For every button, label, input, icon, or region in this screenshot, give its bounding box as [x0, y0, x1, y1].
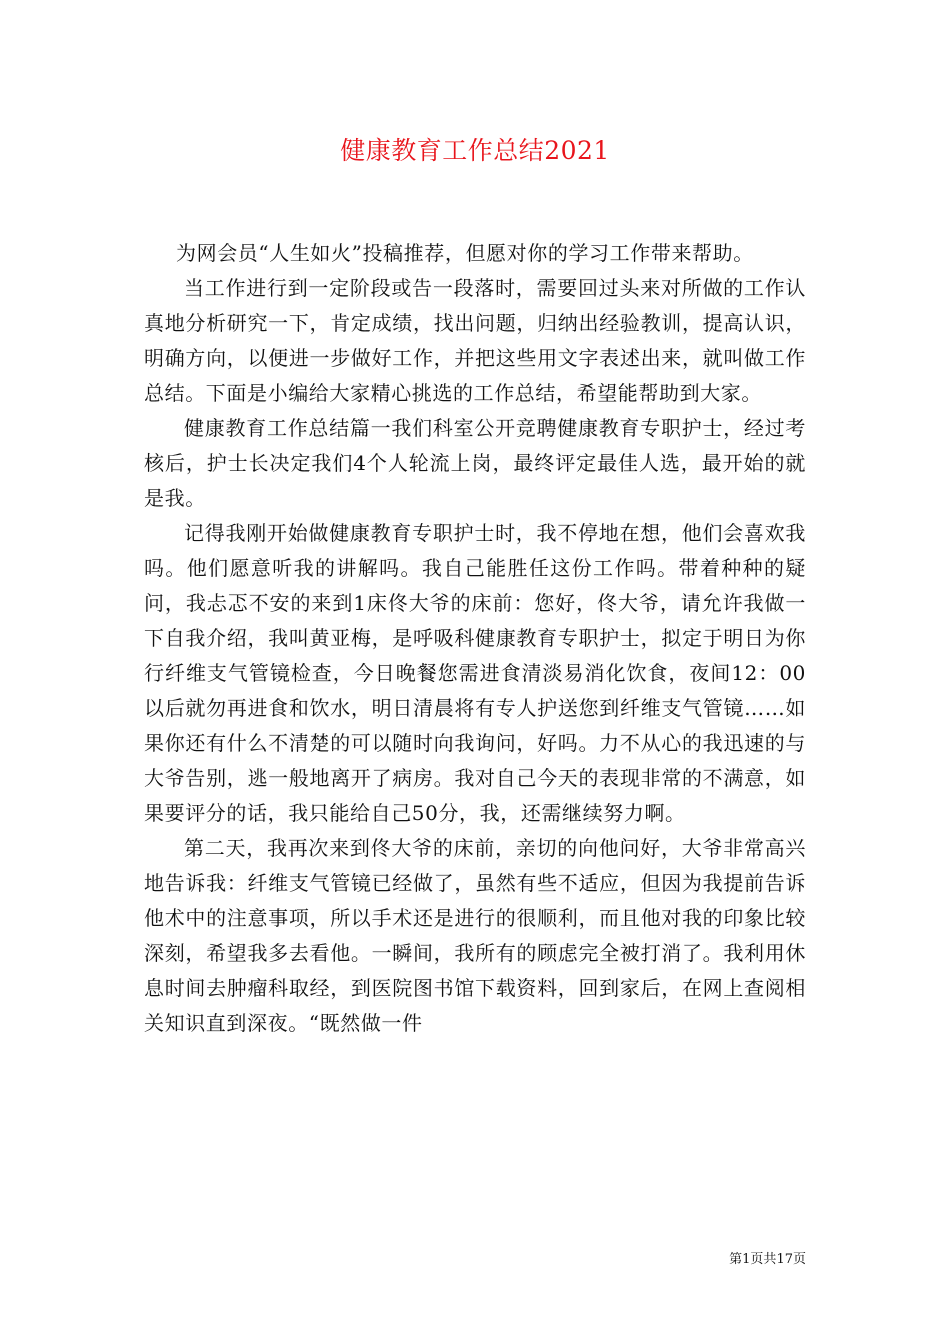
- paragraph-part-one: 健康教育工作总结篇一我们科室公开竞聘健康教育专职护士，经过考核后，护士长决定我们4个人轮流上岗，最终评定最佳人选，最开始的就是我。: [144, 416, 806, 510]
- page-footer: [0, 1251, 806, 1269]
- paragraph-second-day: 第二天，我再次来到佟大爷的床前，亲切的向他问好，大爷非常高兴地告诉我：纤维支气管镜已经做了，虽然有些不适应，但因为我提前告诉他术中的注意事项，所以手术还是进行的很顺利，而且他对我的印象比较深刻，希望我多去看他。一瞬间，我所有的顾虑完全被打消了。我利用休息时间去肿瘤科取经，到医院图书馆下载资料，回到家后，在网上查阅相关知识直到深夜。“既然做一件: [144, 836, 806, 1035]
- current-page-number: 1: [742, 1252, 751, 1267]
- paragraph-definition: 当工作进行到一定阶段或告一段落时，需要回过头来对所做的工作认真地分析研究一下，肯定成绩，找出问题，归纳出经验教训，提高认识，明确方向，以便进一步做好工作，并把这些用文字表述出来，就叫做工作总结。下面是小编给大家精心挑选的工作总结，希望能帮助到大家。: [144, 276, 806, 405]
- paragraph-first-day: 记得我刚开始做健康教育专职护士时，我不停地在想，他们会喜欢我吗。他们愿意听我的讲解吗。我自己能胜任这份工作吗。带着种种的疑问，我忐忑不安的来到1床佟大爷的床前：您好，佟大爷，请允许我做一下自我介绍，我叫黄亚梅，是呼吸科健康教育专职护士，拟定于明日为你行纤维支气管镜检查，今日晚餐您需进食清淡易消化饮食，夜间12：00以后就勿再进食和饮水，明日清晨将有专人护送您到纤维支气管镜……如果你还有什么不清楚的可以随时向我询问，好吗。力不从心的我迅速的与大爷告别，逃一般地离开了病房。我对自己今天的表现非常的不满意，如果要评分的话，我只能给自己50分，我，还需继续努力啊。: [144, 521, 806, 825]
- footer-suffix: 页: [792, 1252, 806, 1267]
- document-body: [144, 236, 806, 1041]
- total-page-count: 17: [776, 1252, 793, 1267]
- document-title: 健康教育工作总结2021: [340, 136, 610, 165]
- footer-prefix: 第: [729, 1252, 743, 1267]
- footer-middle: 页共: [750, 1252, 777, 1267]
- paragraph-intro: 为网会员“人生如火”投稿推荐，但愿对你的学习工作带来帮助。: [176, 241, 754, 265]
